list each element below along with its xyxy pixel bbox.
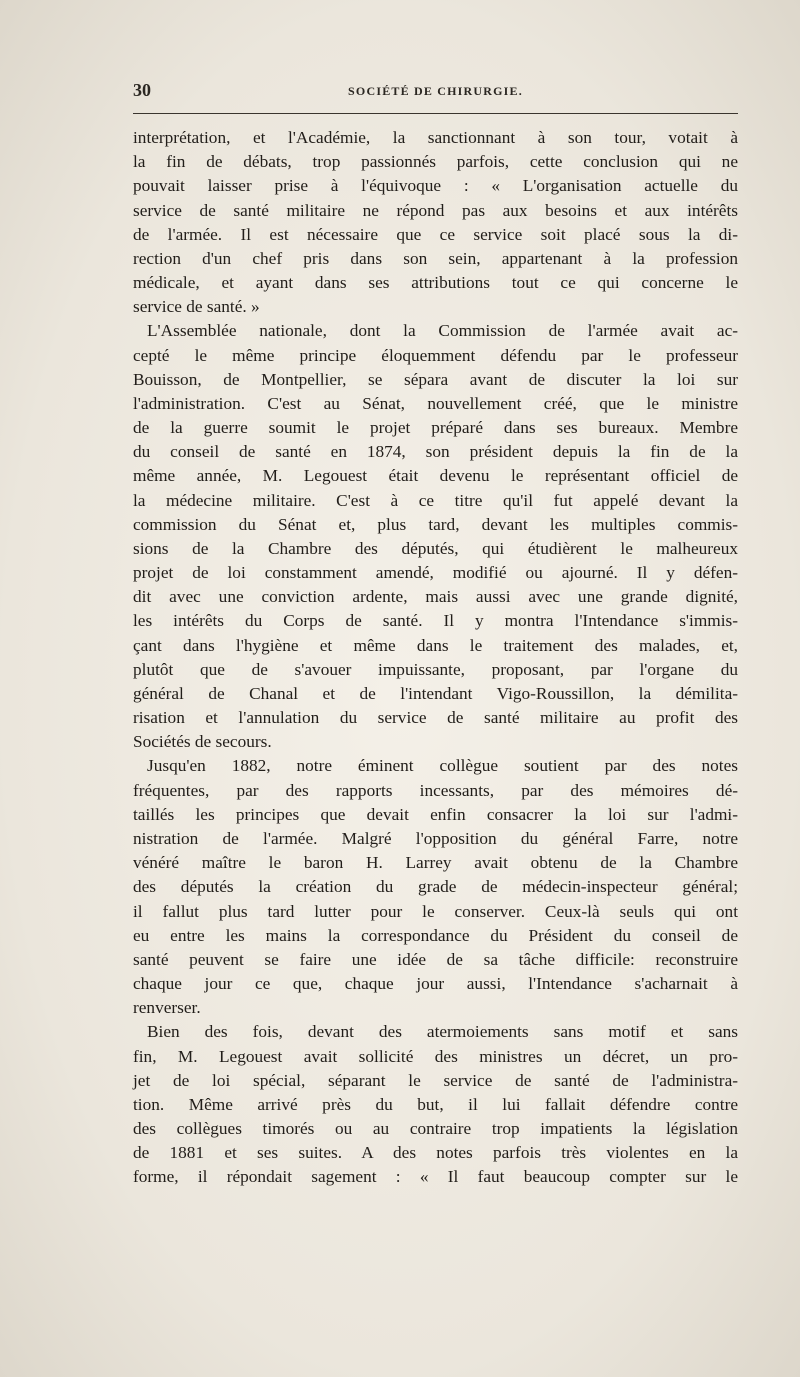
text-line: vénéré maître le baron H. Larrey avait obtenu de la Chambre [133, 853, 738, 873]
header-rule [133, 113, 738, 114]
text-line: tion. Même arrivé près du but, il lui fallait défendre contre [133, 1094, 738, 1114]
text-line: risation et l'annulation du service de santé militaire au profit des [133, 708, 738, 728]
text-line: nistration de l'armée. Malgré l'opposition du général Farre, notre [133, 828, 738, 848]
text-line: médicale, et ayant dans ses attributions tout ce qui concerne le [133, 273, 738, 293]
text-line: sions de la Chambre des députés, qui étudièrent le malheureux [133, 538, 738, 558]
text-line: forme, il répondait sagement : « Il faut beaucoup compter sur le [133, 1167, 738, 1187]
text-line: Bien des fois, devant des atermoiements sans motif et sans [147, 1022, 738, 1042]
running-title: SOCIÉTÉ DE CHIRURGIE. [348, 84, 523, 98]
text-line: eu entre les mains la correspondance du Président du conseil de [133, 925, 738, 945]
text-line: commission du Sénat et, plus tard, devant les multiples commis- [133, 514, 738, 534]
text-line: général de Chanal et de l'intendant Vigo-Roussillon, la démilita- [133, 683, 738, 703]
text-line: çant dans l'hygiène et même dans le traitement des malades, et, [133, 635, 738, 655]
text-line: il fallut plus tard lutter pour le conserver. Ceux-là seuls qui ont [133, 901, 738, 921]
text-line: dit avec une conviction ardente, mais aussi avec une grande dignité, [133, 587, 738, 607]
text-line: service de santé militaire ne répond pas aux besoins et aux intérêts [133, 200, 738, 220]
text-line: fin, M. Legouest avait sollicité des ministres un décret, un pro- [133, 1046, 738, 1066]
text-line: fréquentes, par des rapports incessants, par des mémoires dé- [133, 780, 738, 800]
text-line: la fin de débats, trop passionnés parfois, cette conclusion qui ne [133, 152, 738, 172]
text-line: renverser. [133, 998, 201, 1018]
text-line: les intérêts du Corps de santé. Il y montra l'Intendance s'immis- [133, 611, 738, 631]
text-line: interprétation, et l'Académie, la sanctionnant à son tour, votait à [133, 128, 738, 147]
text-line: jet de loi spécial, séparant le service de santé de l'administra- [133, 1070, 738, 1090]
text-line: Jusqu'en 1882, notre éminent collègue soutient par des notes [147, 756, 738, 776]
text-line: du conseil de santé en 1874, son président depuis la fin de la [133, 442, 738, 462]
text-line: pouvait laisser prise à l'équivoque : « L'organisation actuelle du [133, 176, 738, 196]
text-line: L'Assemblée nationale, dont la Commission de l'armée avait ac- [147, 321, 738, 341]
text-line: Sociétés de secours. [133, 732, 272, 752]
text-line: cepté le même principe éloquemment défendu par le professeur [133, 345, 738, 365]
text-line: la médecine militaire. C'est à ce titre qu'il fut appelé devant la [133, 490, 738, 510]
page-header [133, 78, 738, 108]
text-line: rection d'un chef pris dans son sein, appartenant à la profession [133, 248, 738, 268]
text-line: santé peuvent se faire une idée de sa tâche difficile: reconstruire [133, 949, 738, 969]
text-line: l'administration. C'est au Sénat, nouvellement créé, que le ministre [133, 393, 738, 413]
text-line: de l'armée. Il est nécessaire que ce service soit placé sous la di- [133, 224, 738, 244]
text-line: de 1881 et ses suites. A des notes parfois très violentes en la [133, 1143, 738, 1163]
page-number: 30 [133, 80, 151, 100]
text-line: des collègues timorés ou au contraire trop impatients la législation [133, 1119, 738, 1139]
text-line: même année, M. Legouest était devenu le représentant officiel de [133, 466, 738, 486]
text-line: plutôt que de s'avouer impuissante, proposant, par l'organe du [133, 659, 738, 679]
text-line: des députés la création du grade de médecin-inspecteur général; [133, 877, 738, 897]
text-line: projet de loi constamment amendé, modifié ou ajourné. Il y défen- [133, 563, 738, 583]
text-line: service de santé. » [133, 297, 260, 317]
text-line: de la guerre soumit le projet préparé dans ses bureaux. Membre [133, 418, 738, 438]
text-line: taillés les principes que devait enfin consacrer la loi sur l'admi- [133, 804, 738, 824]
body-text [133, 126, 738, 1190]
text-line: Bouisson, de Montpellier, se sépara avant de discuter la loi sur [133, 369, 738, 389]
text-line: chaque jour ce que, chaque jour aussi, l'Intendance s'acharnait à [133, 974, 738, 994]
